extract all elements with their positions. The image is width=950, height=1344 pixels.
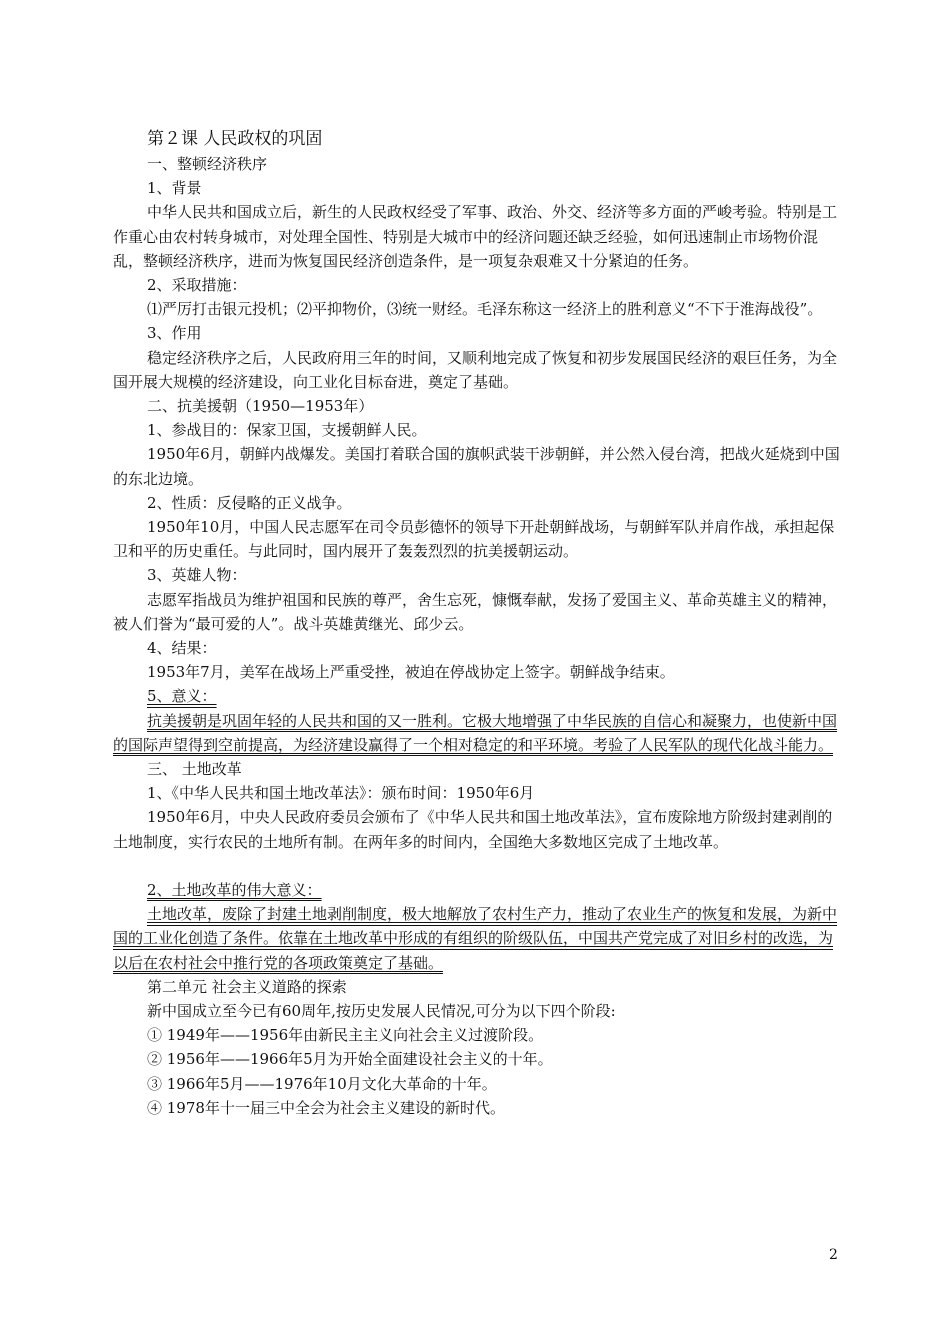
list-item: ② 1956年——1966年5月为开始全面建设社会主义的十年。 xyxy=(147,1050,553,1069)
subheading: 2、采取措施： xyxy=(147,276,247,295)
subheading: 4、结果： xyxy=(147,639,217,658)
section-heading: 一、整顿经济秩序 xyxy=(147,155,268,173)
subheading: 1、《中华人民共和国土地改革法》：颁布时间：1950年6月 xyxy=(147,784,535,803)
list-item: ① 1949年——1956年由新民主主义向社会主义过渡阶段。 xyxy=(147,1026,544,1045)
section-heading: 三、 土地改革 xyxy=(147,760,242,779)
subheading-underlined xyxy=(113,684,843,708)
subheading: 2、性质：反侵略的正义战争。 xyxy=(147,493,352,512)
paragraph-underlined xyxy=(113,902,843,975)
underlined-text: 2、土地改革的伟大意义： xyxy=(147,880,322,899)
section-heading: 二、抗美援朝（1950—1953年） xyxy=(147,397,374,416)
page-number: 2 xyxy=(829,1247,838,1263)
lesson-title: 第２课 人民政权的巩固 xyxy=(147,129,323,149)
subheading-underlined xyxy=(113,878,843,902)
underlined-text: 土地改革，废除了封建土地剥削制度，极大地解放了农村生产力，推动了农业生产的恢复和发展，为新中国的工业化创造了条件。依靠在土地改革中形成的有组织的阶级队伍，中国共产党完成了对旧乡村的改选，为以后在农村社会中推行党的各项政策奠定了基础。 xyxy=(113,905,838,972)
paragraph-underlined xyxy=(113,709,843,757)
paragraph: 稳定经济秩序之后，人民政府用三年的时间，又顺利地完成了恢复和初步发展国民经济的艰巨任务，为全国开展大规模的经济建设，向工业化目标奋进，奠定了基础。 xyxy=(113,348,838,391)
underlined-text: 5、意义： xyxy=(147,687,217,706)
subheading: 3、作用 xyxy=(147,324,202,343)
paragraph: 1950年6月，朝鲜内战爆发。美国打着联合国的旗帜武装干涉朝鲜，并公然入侵台湾，把战火延烧到中国的东北边境。 xyxy=(113,445,840,488)
underlined-text: 抗美援朝是巩固年轻的人民共和国的又一胜利。它极大地增强了中华民族的自信心和凝聚力，也使新中国的国际声望得到空前提高，为经济建设赢得了一个相对稳定的和平环境。考验了人民军队的现代化战斗能力。 xyxy=(113,711,838,754)
list-item: ④ 1978年十一届三中全会为社会主义建设的新时代。 xyxy=(147,1098,505,1117)
blank-line xyxy=(113,854,843,878)
subheading: 1、背景 xyxy=(147,179,202,198)
paragraph: 1950年10月，中国人民志愿军在司令员彭德怀的领导下开赴朝鲜战场，与朝鲜军队并肩作战，承担起保卫和平的历史重任。与此同时，国内展开了轰轰烈烈的抗美援朝运动。 xyxy=(113,518,835,561)
document-body xyxy=(113,126,843,1120)
list-item: ③ 1966年5月——1976年10月文化大革命的十年。 xyxy=(147,1074,497,1093)
paragraph: 志愿军指战员为维护祖国和民族的尊严，舍生忘死，慷慨奉献，发扬了爱国主义、革命英雄主义的精神，被人们誉为“最可爱的人”。战斗英雄黄继光、邱少云。 xyxy=(113,590,838,633)
subheading: 3、英雄人物： xyxy=(147,566,247,585)
unit-heading: 第二单元 社会主义道路的探索 xyxy=(147,977,347,996)
paragraph: ⑴严厉打击银元投机；⑵平抑物价，⑶统一财经。毛泽东称这一经济上的胜利意义“不下于淮海战役”。 xyxy=(147,300,823,319)
paragraph: 中华人民共和国成立后，新生的人民政权经受了军事、政治、外交、经济等多方面的严峻考验。特别是工作重心由农村转身城市，对处理全国性、特别是大城市中的经济问题还缺乏经验，如何迅速制止市场物价混乱，整顿经济秩序，进而为恢复国民经济创造条件，是一项复杂艰难又十分紧迫的任务。 xyxy=(113,203,838,270)
paragraph: 1953年7月，美军在战场上严重受挫，被迫在停战协定上签字。朝鲜战争结束。 xyxy=(147,663,675,682)
paragraph: 新中国成立至今已有60周年,按历史发展人民情况,可分为以下四个阶段: xyxy=(147,1001,616,1020)
subheading: 1、参战目的：保家卫国，支援朝鲜人民。 xyxy=(147,421,427,440)
paragraph: 1950年6月，中央人民政府委员会颁布了《中华人民共和国土地改革法》，宣布废除地方阶级封建剥削的土地制度，实行农民的土地所有制。在两年多的时间内，全国绝大多数地区完成了土地改革。 xyxy=(113,808,833,851)
